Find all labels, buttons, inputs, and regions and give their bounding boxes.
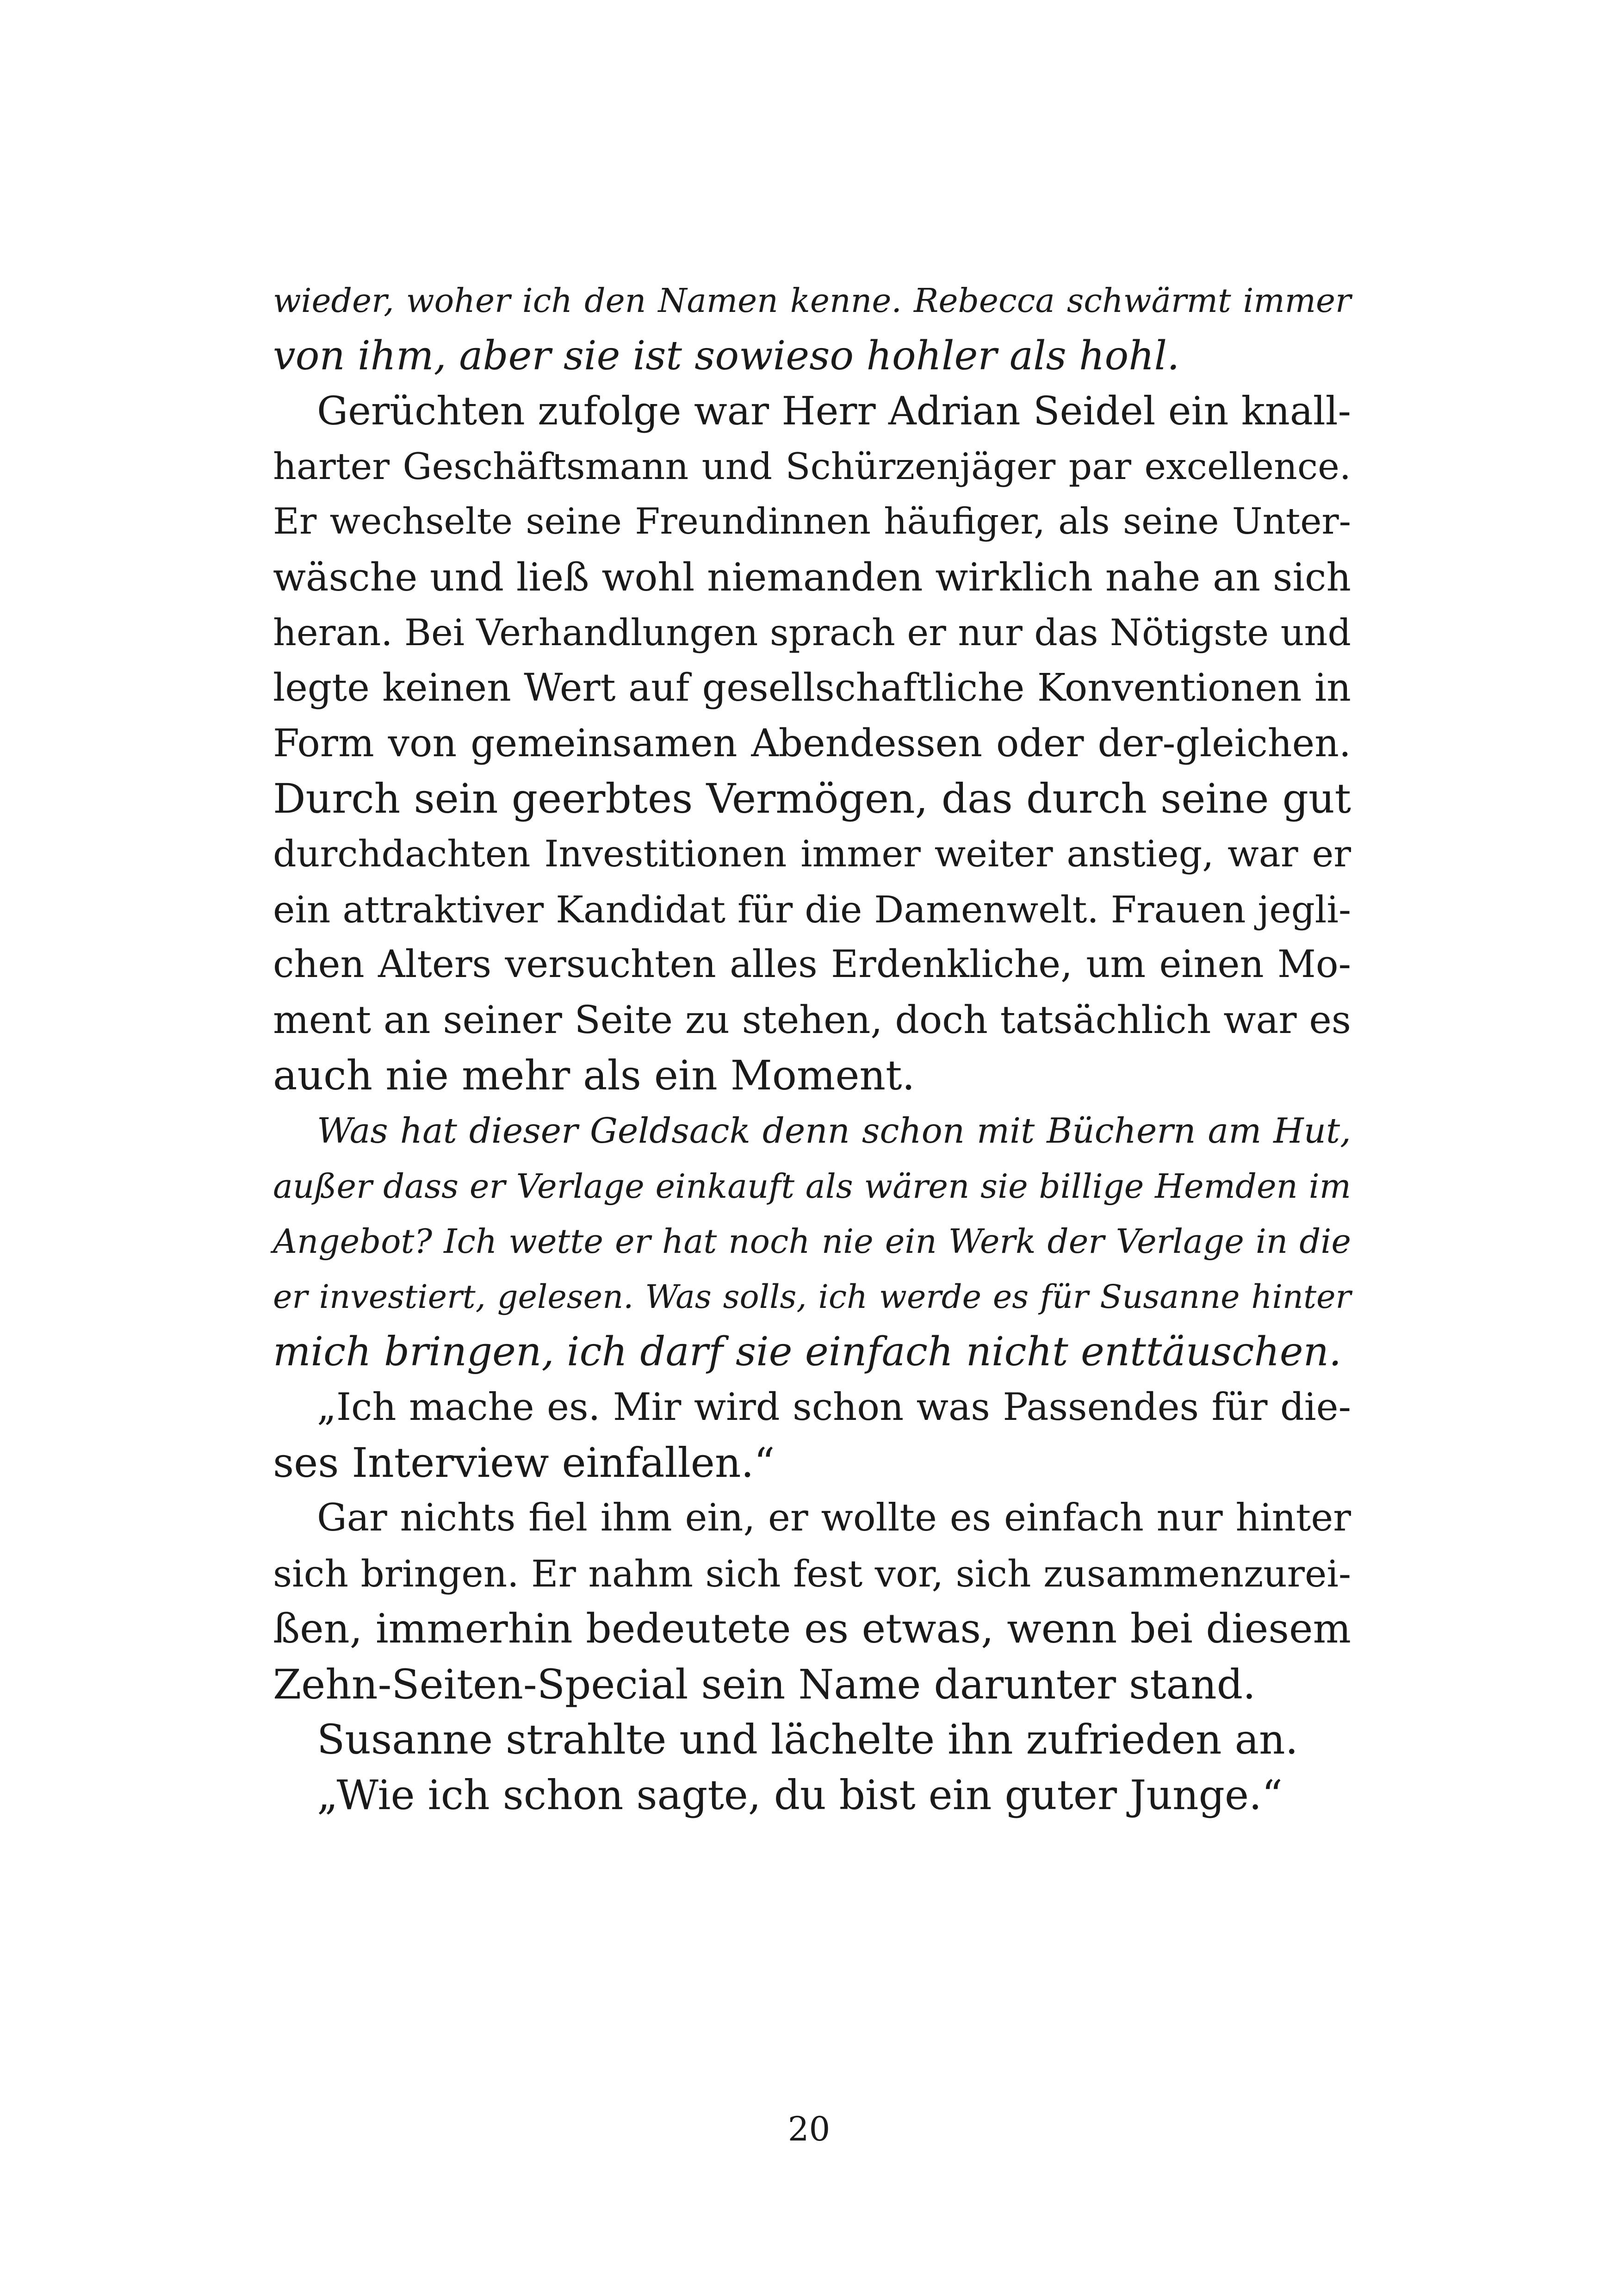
text-line: außer dass er Verlage einkauft als wären sie billige Hemden im	[273, 1166, 1351, 1206]
text-line: heran. Bei Verhandlungen sprach er nur das Nötigste und	[273, 611, 1351, 654]
text-line: wäsche und ließ wohl niemanden wirklich nahe an sich	[273, 554, 1351, 600]
text-line: auch nie mehr als ein Moment.	[273, 1052, 915, 1100]
text-line: von ihm, aber sie ist sowieso hohler als hohl.	[273, 332, 1180, 379]
text-line: wieder, woher ich den Namen kenne. Rebecca schwärmt immer	[273, 281, 1351, 320]
page-body	[273, 273, 1351, 1823]
text-line: Form von gemeinsamen Abendessen oder der-gleichen.	[273, 721, 1351, 765]
text-line: Gar nichts fiel ihm ein, er wollte es einfach nur hinter	[317, 1496, 1351, 1540]
text-line: durchdachten Investitionen immer weiter anstieg, war er	[273, 832, 1351, 875]
text-line: ment an seiner Seite zu stehen, doch tatsächlich war es	[273, 998, 1351, 1042]
text-line: Gerüchten zufolge war Herr Adrian Seidel ein knall-	[317, 388, 1351, 434]
text-line: ses Interview einfallen.“	[273, 1439, 775, 1487]
text-line: ßen, immerhin bedeutete es etwas, wenn bei diesem	[273, 1605, 1351, 1653]
text-line: legte keinen Wert auf gesellschaftliche Konventionen in	[273, 666, 1351, 710]
text-line: „Ich mache es. Mir wird schon was Passendes für die-	[317, 1385, 1351, 1429]
text-line: chen Alters versuchten alles Erdenkliche, um einen Mo-	[273, 943, 1351, 987]
text-line: er investiert, gelesen. Was solls, ich werde es für Susanne hinter	[273, 1277, 1351, 1316]
text-line: ein attraktiver Kandidat für die Damenwelt. Frauen jegli-	[273, 888, 1351, 931]
page-number: 20	[787, 2109, 831, 2148]
text-line: Er wechselte seine Freundinnen häufiger, als seine Unter-	[273, 501, 1351, 543]
text-line: Was hat dieser Geldsack denn schon mit Büchern am Hut,	[317, 1110, 1351, 1151]
text-line: Angebot? Ich wette er hat noch nie ein Werk der Verlage in die	[273, 1222, 1351, 1261]
text-line: Zehn-Seiten-Special sein Name darunter stand.	[273, 1660, 1256, 1708]
text-line: „Wie ich schon sagte, du bist ein guter Junge.“	[317, 1771, 1283, 1819]
text-line: mich bringen, ich darf sie einfach nicht enttäuschen.	[273, 1329, 1342, 1375]
text-line: sich bringen. Er nahm sich fest vor, sich zusammenzurei-	[273, 1552, 1351, 1595]
text-line: Durch sein geerbtes Vermögen, das durch seine gut	[273, 775, 1351, 823]
text-line: harter Geschäftsmann und Schürzenjäger par excellence.	[273, 445, 1351, 488]
text-line: Susanne strahlte und lächelte ihn zufrieden an.	[317, 1716, 1298, 1764]
